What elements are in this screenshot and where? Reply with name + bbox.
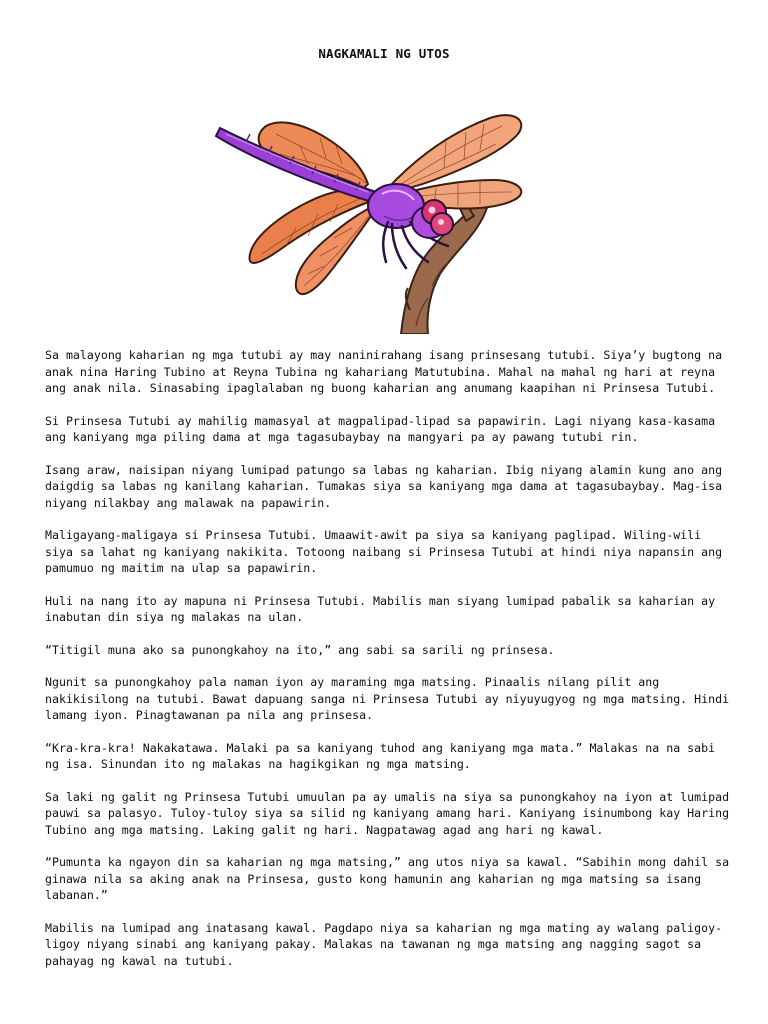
story-paragraph: “Pumunta ka ngayon din sa kaharian ng mga matsing,” ang utos niya sa kawal. “Sabihin mong dahil sa ginawa nila sa aking anak na Prinsesa, gusto kong hamunin ang kaharian ng mga matsing sa isang labanan.”	[45, 855, 730, 902]
story-paragraph: “Titigil muna ako sa punongkahoy na ito,” ang sabi sa sarili ng prinsesa.	[45, 642, 555, 657]
story-paragraph: Huli na nang ito ay mapuna ni Prinsesa Tutubi. Mabilis man siyang lumipad pabalik sa kaharian ay inabutan din siya ng malakas na ulan.	[45, 593, 716, 624]
story-text	[45, 347, 735, 985]
story-paragraph: Ngunit sa punongkahoy pala naman iyon ay maraming mga matsing. Pinaalis nilang pilit ang nakikisilong na tutubi. Bawat dapuang sanga ni Prinsesa Tutubi ay niyuyugyog ng mga matsing. Hindi lamang iyon. Pinagtawanan pa nila ang prinsesa.	[45, 675, 730, 722]
page-title: NAGKAMALI NG UTOS	[318, 46, 450, 61]
story-paragraph: Si Prinsesa Tutubi ay mahilig mamasyal at magpalipad-lipad sa papawirin. Lagi niyang kasa-kasama ang kaniyang mga piling dama at mga tagasubaybay na mangyari pa ay pawang tutubi rin.	[45, 413, 716, 444]
story-paragraph: Isang araw, naisipan niyang lumipad patungo sa labas ng kaharian. Ibig niyang alamin kung ano ang daigdig sa labas ng kanilang kaharian. Tumakas siya sa kaniyang mga dama at tagasubaybay. Mag-isa niyang nilakbay ang malawak na papawirin.	[45, 462, 723, 510]
story-paragraph: “Kra-kra-kra! Nakakatawa. Malaki pa sa kaniyang tuhod ang kaniyang mga mata.” Malakas na na sabi ng isa. Sinundan ito ng malakas na hagikgikan ng mga matsing.	[45, 740, 716, 771]
story-paragraph: Sa laki ng galit ng Prinsesa Tutubi umuulan pa ay umalis na siya sa punongkahoy na iyon at lumipad pauwi sa palasyo. Tuloy-tuloy siya sa silid ng kaniyang amang hari. Kaniyang isinumbong kay Haring Tubino ang mga matsing. Laking galit ng hari. Nagpatawag agad ang hari ng kawal.	[45, 789, 730, 837]
story-paragraph: Mabilis na lumipad ang inatasang kawal. Pagdapo niya sa kaharian ng mga mating ay walang paligoy-ligoy niyang sinabi ang kaniyang pakay. Malakas na tawanan ng mga matsing ang nagging sagot sa pahayag ng kawal na tutubi.	[45, 920, 723, 968]
story-paragraph: Sa malayong kaharian ng mga tutubi ay may naninirahang isang prinsesang tutubi. Siya’y bugtong na anak nina Haring Tubino at Reyna Tubina ng kahariang Matutubina. Mahal na mahal ng hari at reyna ang anak nila. Sinasabing ipaglalaban ng buong kaharian ang anumang kaapihan ni Prinsesa Tutubi.	[45, 348, 723, 395]
story-paragraph: Maligayang-maligaya si Prinsesa Tutubi. Umaawit-awit pa siya sa kaniyang paglipad. Wiling-wili siya sa lahat ng kaniyang nakikita. Totoong naibang si Prinsesa Tutubi at hindi niya napansin ang pamumuo ng maitim na ulap sa papawirin.	[45, 528, 723, 575]
dragonfly-illustration	[196, 76, 572, 334]
dragonfly-on-branch-icon	[196, 76, 572, 334]
